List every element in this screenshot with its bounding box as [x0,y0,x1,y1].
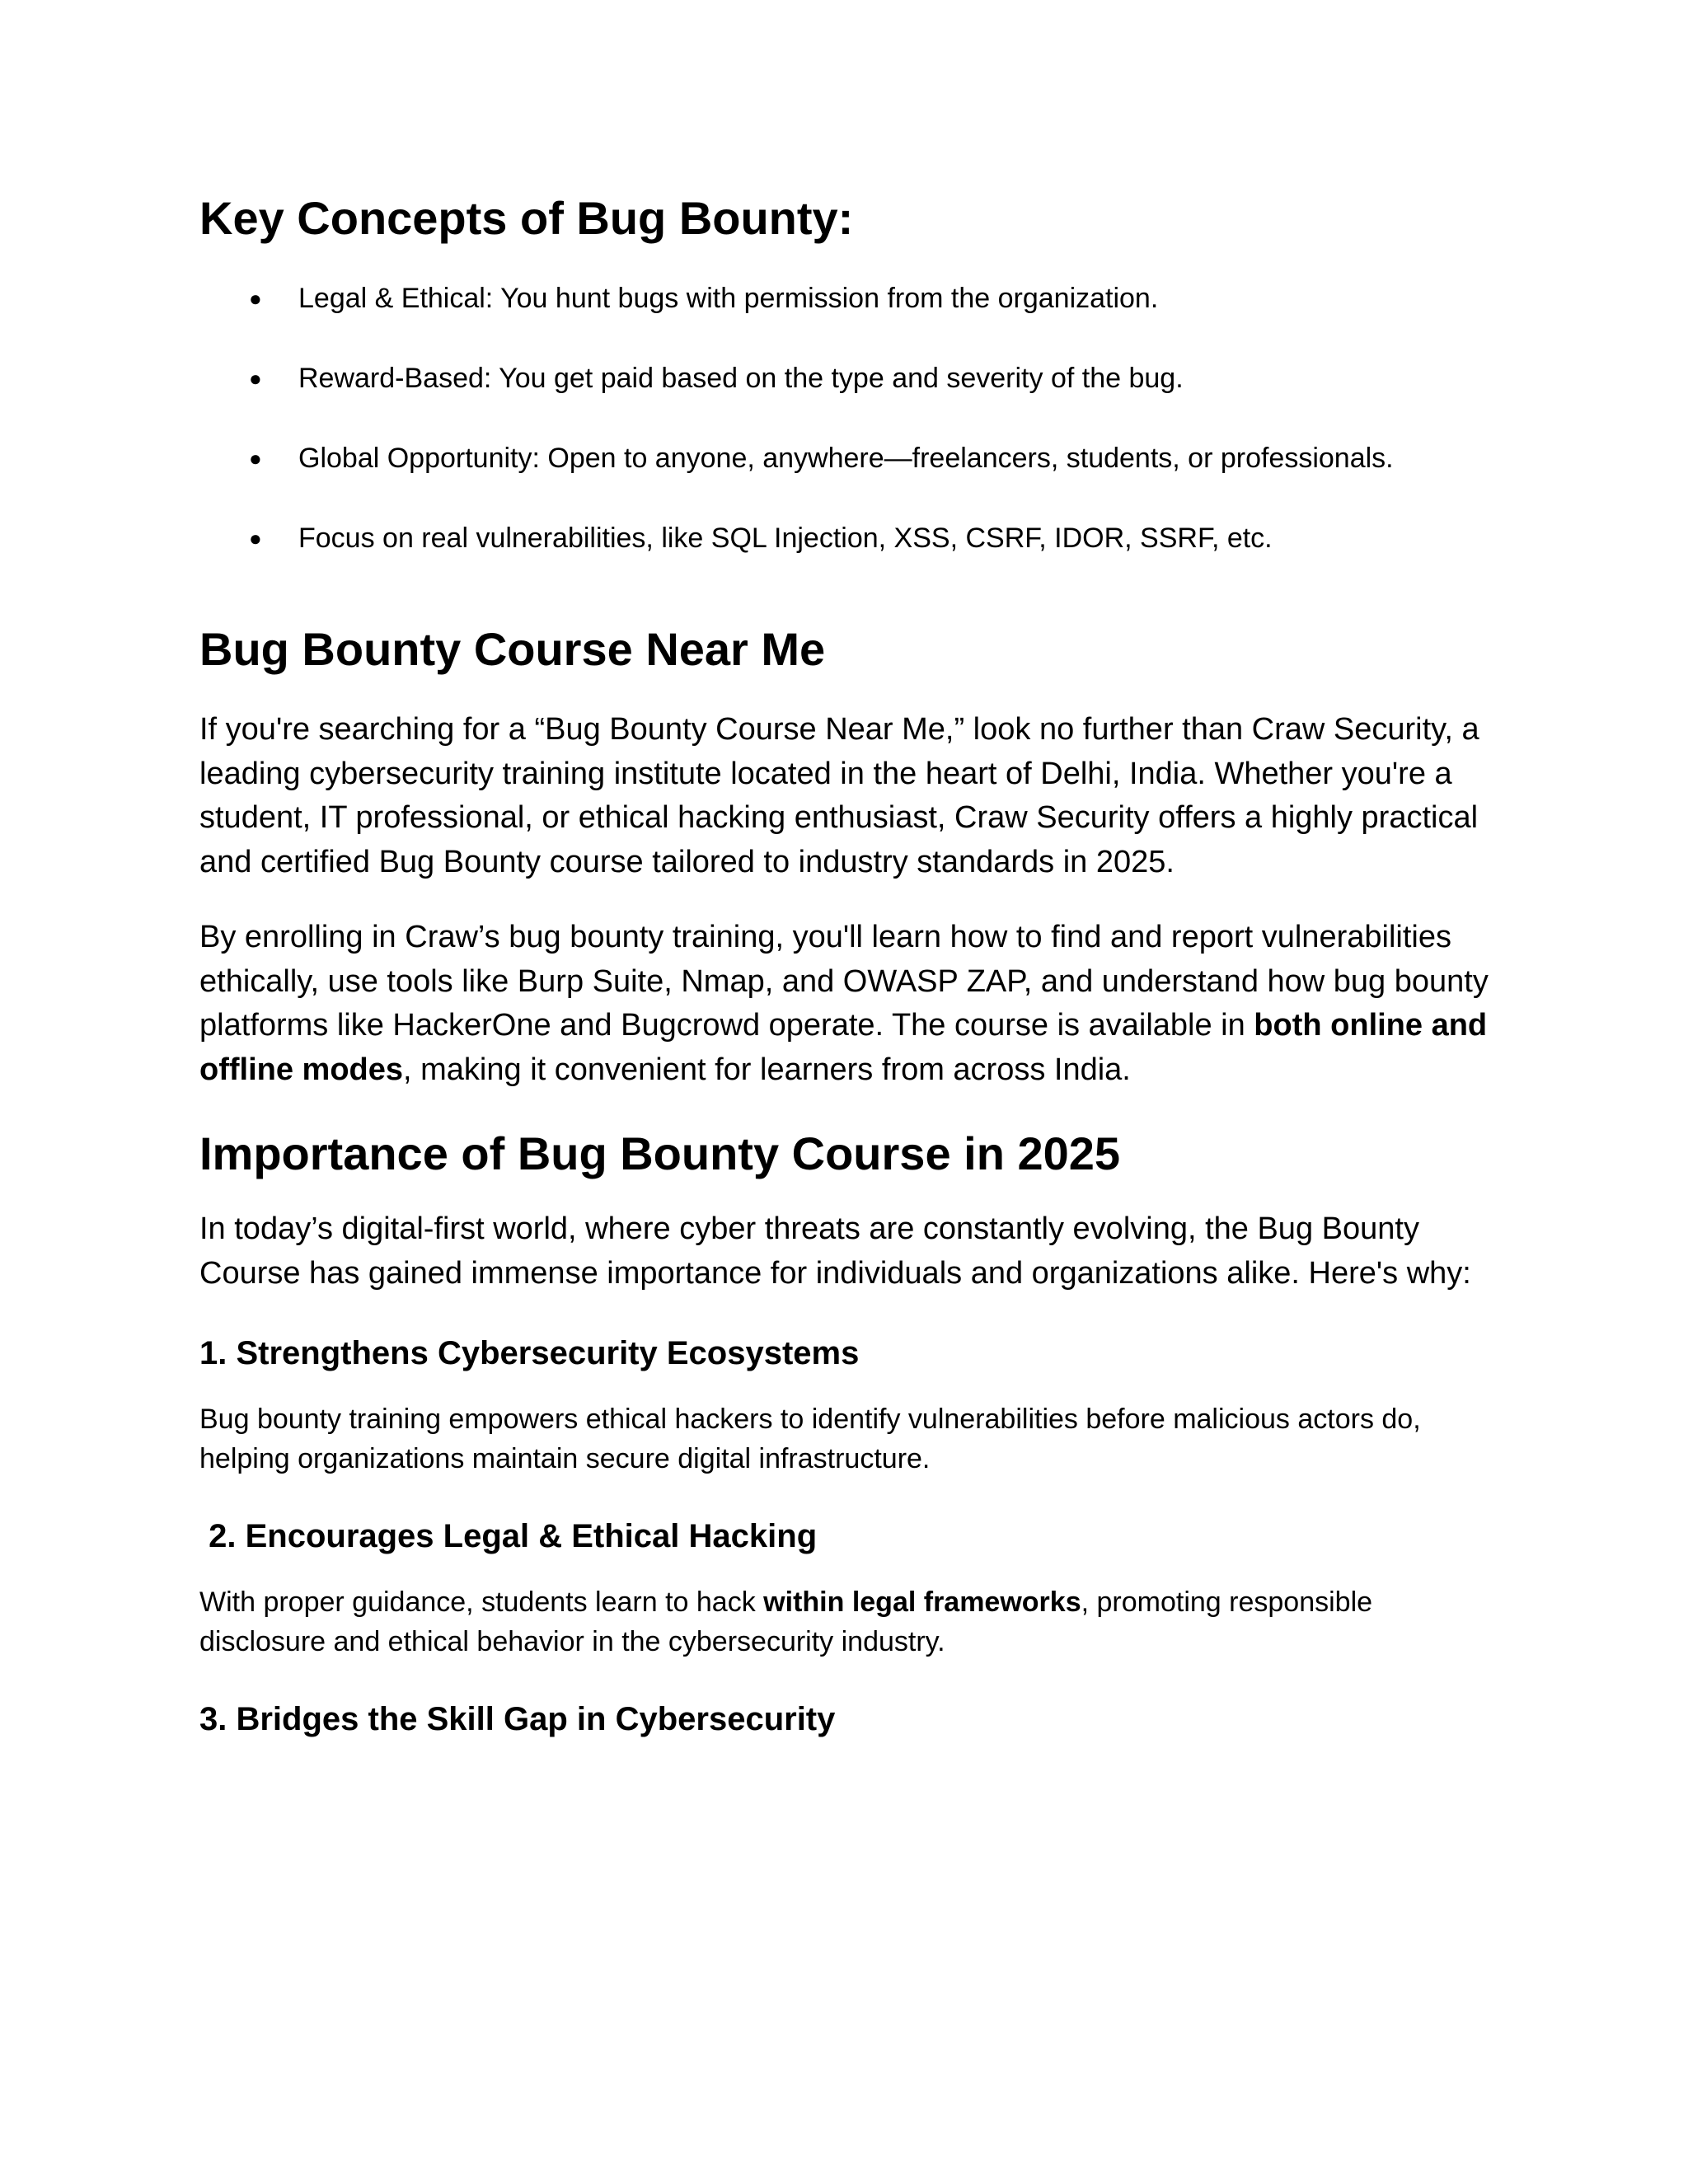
paragraph-text: , promoting responsible disclosure and ethical behavior in the cybersecurity industry. [199,1586,1373,1657]
list-item-text: Legal & Ethical: You hunt bugs with permission from the organization. [298,283,1159,314]
list-item-text: Focus on real vulnerabilities, like SQL Injection, XSS, CSRF, IDOR, SSRF, etc. [298,523,1273,554]
paragraph-text: , making it convenient for learners from across India. [403,1052,1131,1087]
heading-point-1: 1. Strengthens Cybersecurity Ecosystems [199,1335,860,1371]
near-me-paragraph-1: If you're searching for a “Bug Bounty Course Near Me,” look no further than Craw Security, a leading cybersecurity training institute located in the heart of Delhi, India. Whether you're a student, IT professional, or ethical hacking enthusiast, Craw Security offers a highly practical and certified Bug Bounty course tailored to industry standards in 2025. [199,712,1479,879]
list-item [199,438,1493,478]
bullet-icon: ● [249,286,262,311]
list-item [199,359,1493,398]
point-1-text: Bug bounty training empowers ethical hackers to identify vulnerabilities before malicious actors do, helping organizations maintain secure digital infrastructure. [199,1404,1421,1474]
heading-point-2: 2. Encourages Legal & Ethical Hacking [199,1518,818,1554]
list-item [199,518,1493,558]
paragraph-text: By enrolling in Craw’s bug bounty training, you'll learn how to find and report vulnerabilities ethically, use tools like Burp Suite, Nmap, and OWASP ZAP, and understand how bug bounty platforms like HackerOne and Bugcrowd operate. The course is available in [199,920,1489,1043]
bold-text: within legal frameworks [763,1586,1081,1618]
heading-point-3: 3. Bridges the Skill Gap in Cybersecurity [199,1701,836,1737]
bullet-icon: ● [249,366,262,391]
point-2-text [199,1582,1493,1661]
list-item-text: Reward-Based: You get paid based on the type and severity of the bug. [298,363,1184,394]
key-concepts-list [199,279,1493,558]
importance-intro: In today’s digital-first world, where cyber threats are constantly evolving, the Bug Bounty Course has gained immense importance for individuals and organizations alike. Here's why: [199,1212,1471,1291]
list-item [199,279,1493,318]
heading-key-concepts: Key Concepts of Bug Bounty: [199,192,854,244]
near-me-paragraph-2 [199,916,1493,1092]
bold-text: both online and offline modes [199,1008,1488,1087]
paragraph-text: With proper guidance, students learn to hack [199,1586,764,1618]
list-item-text: Global Opportunity: Open to anyone, anywhere—freelancers, students, or professionals. [298,443,1394,474]
bullet-icon: ● [249,526,262,551]
bullet-icon: ● [249,446,262,471]
heading-importance: Importance of Bug Bounty Course in 2025 [199,1127,1121,1179]
heading-near-me: Bug Bounty Course Near Me [199,623,826,675]
document-page [199,190,1493,1741]
